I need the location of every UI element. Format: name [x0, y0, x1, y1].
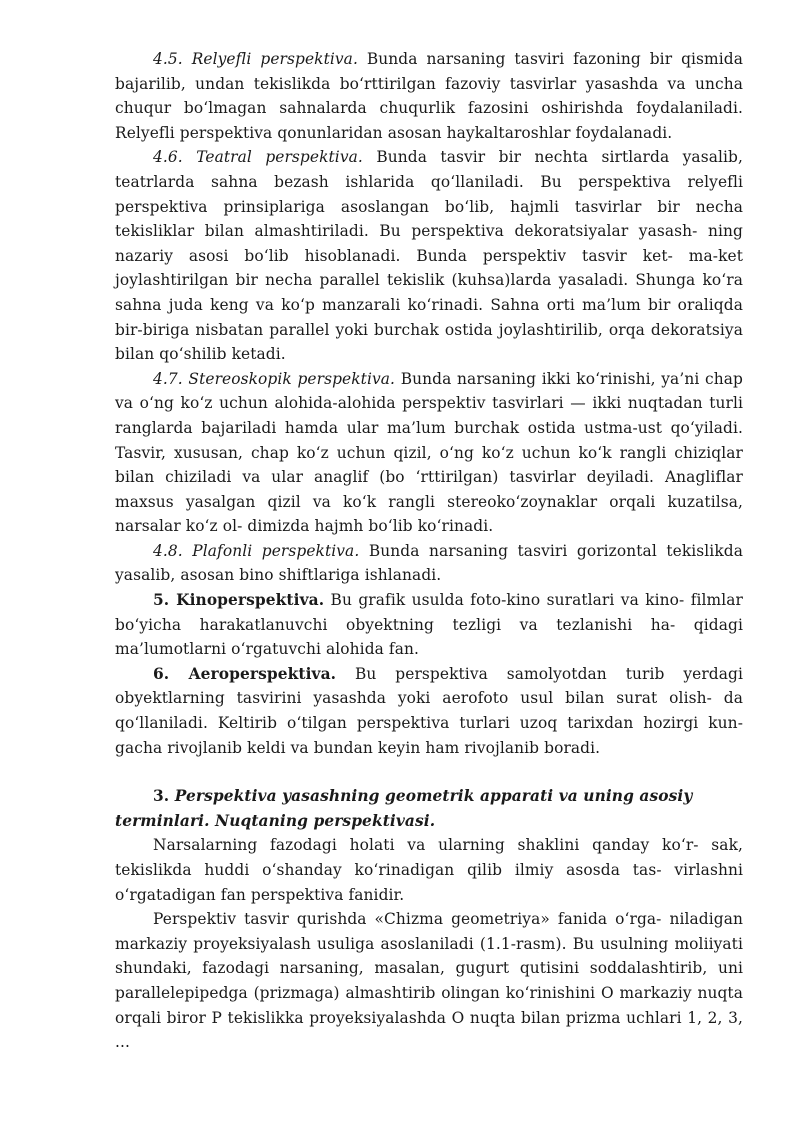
- paragraph-lead: 5. Kinoperspektiva.: [153, 591, 325, 610]
- paragraph-theatrical-perspective: [115, 145, 743, 366]
- paragraph-plafond-perspective: [115, 539, 743, 588]
- section-number: 3.: [153, 787, 170, 806]
- paragraph-lead: 4.6. Teatral perspektiva.: [153, 148, 363, 167]
- paragraph-text: Bunda narsaning tasviri fazoning bir qismida bajarilib, undan tekislikda bo‘rttirilgan fazoviy tasvirlar yasashda va uncha chuqur bo‘lmagan sahnalarda chuqurlik fazosini oshirishda foydalaniladi. Relyefli perspektiva qonunlaridan asosan haykaltaroshlar foydalanadi.: [115, 50, 744, 142]
- section-title: Perspektiva yasashning geometrik apparati va uning asosiy terminlari. Nuqtaning perspektivasi.: [115, 787, 693, 830]
- paragraph-lead: 4.7. Stereoskopik perspektiva.: [153, 369, 396, 388]
- paragraph-lead: 6. Aeroperspektiva.: [153, 664, 337, 683]
- paragraph-text: Bu perspektiva samolyotdan turib yerdagi obyektlarning tasvirini yasashda yoki aerofoto usul bilan surat olish- da qo‘llaniladi. Keltirib o‘tilgan perspektiva turlari uzoq tarixdan hozirgi kun- gacha rivojlanib keldi va bundan keyin ham rivojlanib boradi.: [115, 664, 743, 757]
- paragraph-relief-perspective: [115, 47, 743, 145]
- section-heading: [115, 784, 743, 833]
- paragraph-text: Bunda narsaning tasviri gorizontal tekislikda yasalib, asosan bino shiftlariga ishlanadi.: [115, 541, 743, 585]
- paragraph-text: Bunda tasvir bir nechta sirtlarda yasalib, teatrlarda sahna bezash ishlarida qo‘llaniladi. Bu perspektiva relyefli perspektiva prinsiplariga asoslangan bo‘lib, hajmli tasvirlar bir necha tekisliklar bilan almashtiriladi. Bu perspektiva dekoratsiyalar yasash- ning nazariy asosi bo‘lib hisoblanadi. Bunda perspektiv tasvir ket- ma-ket joylashtirilgan bir necha parallel tekislik (kuhsa)larda yasaladi. Shunga ko‘ra sahna juda keng va ko‘p manzarali ko‘rinadi. Sahna orti ma’lum bir oraliqda bir-biriga nisbatan parallel yoki burchak ostida joylashtirilib, orqa dekoratsiya bilan qo‘shilib ketadi.: [115, 148, 743, 364]
- body-paragraph: Perspektiv tasvir qurishda «Chizma geometriya» fanida o‘rga- niladigan markaziy proyeksiyalash usuliga asoslaniladi (1.1-rasm). Bu usulning moliiyati shundaki, fazodagi narsaning, masalan, gugurt qutisini soddalashtirib, uni parallelepipedga (prizmaga) almashtirib olingan ko‘rinishini O markaziy nuqta orqali biror P tekislikka proyeksiyalashda O nuqta bilan prizma uchlari 1, 2, 3, ...: [115, 910, 743, 1052]
- paragraph-aeroperspective: [115, 662, 743, 760]
- body-paragraph: Narsalarning fazodagi holati va ularning shaklini qanday ko‘r- sak, tekislikda huddi o‘shanday ko‘rinadigan qilib ilmiy asosda tas- virlashni o‘rgatadigan fan perspektiva fanidir.: [115, 836, 743, 904]
- paragraph-lead: 4.8. Plafonli perspektiva.: [153, 541, 360, 560]
- paragraph-kinoperspective: [115, 588, 743, 662]
- paragraph-stereoscopic-perspective: [115, 367, 743, 539]
- paragraph-text: Bunda narsaning ikki ko‘rinishi, ya’ni chap va o‘ng ko‘z uchun alohida-alohida perspektiv tasvirlari — ikki nuqtadan turli ranglarda bajariladi hamda ular ma’lum burchak ostida ustma-ust qo‘yiladi. Tasvir, xususan, chap ko‘z uchun qizil, o‘ng ko‘z uchun ko‘k rangli chiziqlar bilan chiziladi va ular anaglif (bo ‘rttirilgan) tasvirlar deyiladi. Anagliflar maxsus yasalgan qizil va ko‘k rangli stereoko‘zoynaklar orqali kuzatilsa, narsalar ko‘z ol- dimizda hajmh bo‘lib ko‘rinadi.: [115, 369, 743, 536]
- paragraph-lead: 4.5. Relyefli perspektiva.: [153, 50, 358, 68]
- paragraph-text: Bu grafik usulda foto-kino suratlari va kino- filmlar bo‘yicha harakatlanuvchi obyektning tezligi va tezlanishi ha- qidagi ma’lumotlarni o‘rgatuvchi alohida fan.: [115, 591, 744, 659]
